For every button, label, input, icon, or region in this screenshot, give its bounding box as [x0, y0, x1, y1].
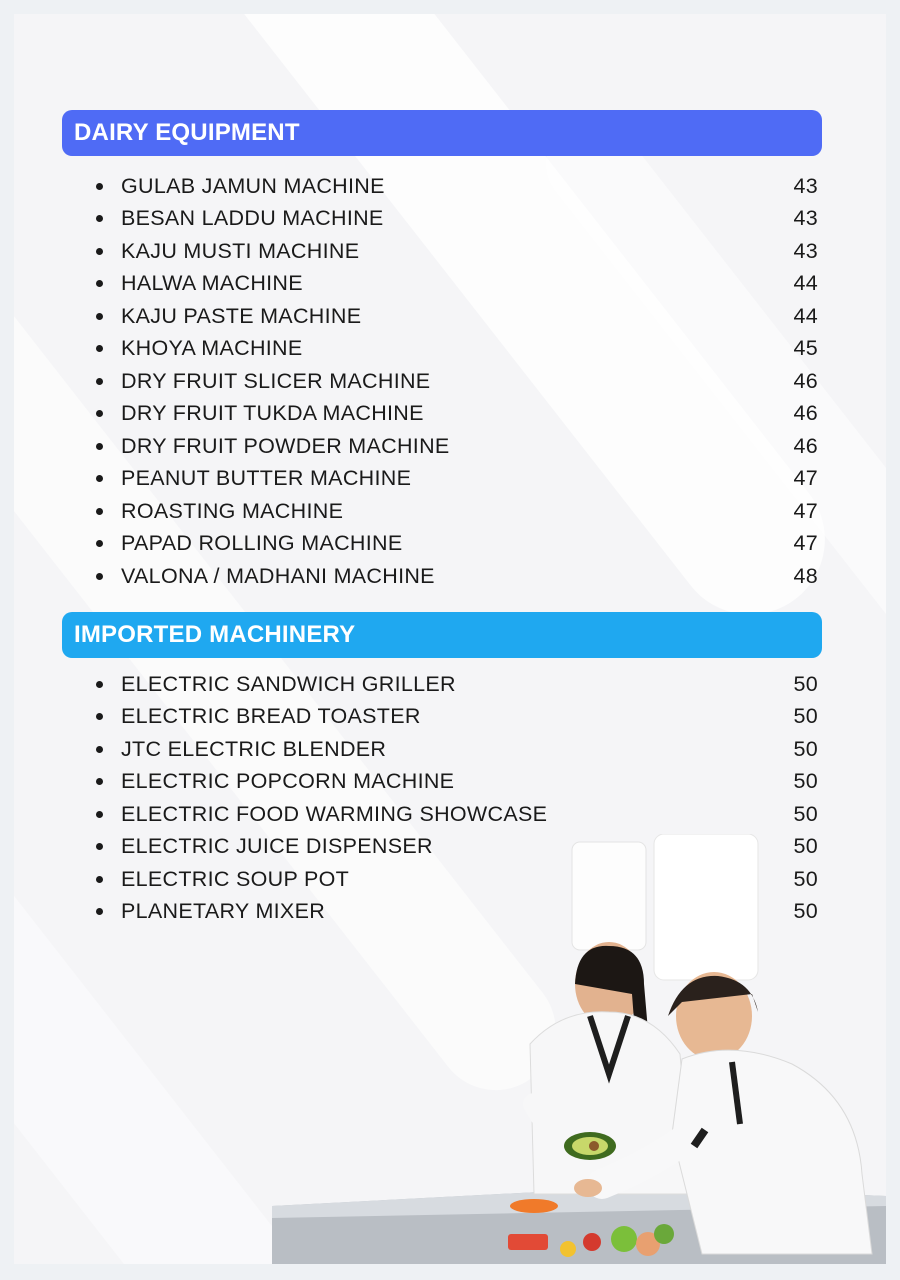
item-page-number: 50	[793, 801, 818, 826]
list-item	[96, 333, 818, 366]
item-label: PAPAD ROLLING MACHINE	[121, 531, 403, 556]
bullet-icon	[96, 443, 103, 450]
item-label: BESAN LADDU MACHINE	[121, 206, 384, 231]
bullet-icon	[96, 378, 103, 385]
item-label-group	[96, 434, 450, 459]
bullet-icon	[96, 345, 103, 352]
item-label-group	[96, 206, 384, 231]
bullet-icon	[96, 215, 103, 222]
item-label: ELECTRIC SOUP POT	[121, 866, 350, 891]
item-label: ELECTRIC FOOD WARMING SHOWCASE	[121, 801, 548, 826]
item-label: KAJU MUSTI MACHINE	[121, 238, 360, 263]
item-label: ROASTING MACHINE	[121, 498, 344, 523]
item-label: ELECTRIC SANDWICH GRILLER	[121, 671, 456, 696]
item-label-group	[96, 769, 454, 794]
bullet-icon	[96, 280, 103, 287]
item-page-number: 46	[793, 433, 818, 458]
bullet-icon	[96, 248, 103, 255]
item-page-number: 45	[793, 336, 818, 361]
item-page-number: 50	[793, 704, 818, 729]
bullet-icon	[96, 410, 103, 417]
list-item	[96, 528, 818, 561]
item-label: DRY FRUIT SLICER MACHINE	[121, 368, 431, 393]
item-label-group	[96, 304, 361, 329]
bullet-icon	[96, 508, 103, 515]
item-label: HALWA MACHINE	[121, 271, 303, 296]
item-label: DRY FRUIT TUKDA MACHINE	[121, 401, 424, 426]
list-item	[96, 300, 818, 333]
dairy-equipment-list	[96, 170, 818, 593]
item-page-number: 47	[793, 531, 818, 556]
item-page-number: 50	[793, 899, 818, 924]
item-label: PLANETARY MIXER	[121, 899, 326, 924]
item-page-number: 46	[793, 368, 818, 393]
item-page-number: 43	[793, 206, 818, 231]
item-label-group	[96, 672, 456, 697]
bullet-icon	[96, 573, 103, 580]
item-label-group	[96, 737, 386, 762]
item-page-number: 50	[793, 834, 818, 859]
list-item	[96, 668, 818, 701]
section-header-imported-machinery: IMPORTED MACHINERY	[62, 612, 822, 658]
list-item	[96, 766, 818, 799]
item-label: ELECTRIC JUICE DISPENSER	[121, 834, 433, 859]
list-item	[96, 798, 818, 831]
item-label-group	[96, 369, 430, 394]
item-label: JTC ELECTRIC BLENDER	[121, 736, 387, 761]
item-label-group	[96, 531, 402, 556]
item-label: PEANUT BUTTER MACHINE	[121, 466, 412, 491]
item-page-number: 48	[793, 563, 818, 588]
bullet-icon	[96, 540, 103, 547]
list-item	[96, 170, 818, 203]
list-item	[96, 463, 818, 496]
item-page-number: 44	[793, 271, 818, 296]
list-item	[96, 268, 818, 301]
item-label-group	[96, 174, 385, 199]
list-item	[96, 560, 818, 593]
item-page-number: 46	[793, 401, 818, 426]
item-page-number: 47	[793, 498, 818, 523]
list-item	[96, 203, 818, 236]
item-label: ELECTRIC POPCORN MACHINE	[121, 769, 455, 794]
section-header-dairy-equipment: DAIRY EQUIPMENT	[62, 110, 822, 156]
list-item	[96, 701, 818, 734]
list-item	[96, 365, 818, 398]
item-label-group	[96, 466, 411, 491]
bullet-icon	[96, 876, 103, 883]
item-label: DRY FRUIT POWDER MACHINE	[121, 433, 450, 458]
item-label-group	[96, 239, 359, 264]
item-label: VALONA / MADHANI MACHINE	[121, 563, 435, 588]
bullet-icon	[96, 908, 103, 915]
list-item	[96, 733, 818, 766]
item-label-group	[96, 271, 303, 296]
catalog-page	[14, 14, 886, 1264]
item-page-number: 44	[793, 303, 818, 328]
item-label: KHOYA MACHINE	[121, 336, 303, 361]
bullet-icon	[96, 313, 103, 320]
bullet-icon	[96, 183, 103, 190]
item-page-number: 50	[793, 736, 818, 761]
item-page-number: 50	[793, 866, 818, 891]
bullet-icon	[96, 843, 103, 850]
item-label-group	[96, 564, 435, 589]
item-label: ELECTRIC BREAD TOASTER	[121, 704, 421, 729]
item-label-group	[96, 802, 547, 827]
bullet-icon	[96, 746, 103, 753]
item-page-number: 47	[793, 466, 818, 491]
item-label-group	[96, 336, 303, 361]
bullet-icon	[96, 681, 103, 688]
item-page-number: 43	[793, 238, 818, 263]
chefs-illustration	[272, 834, 886, 1264]
item-label-group	[96, 401, 424, 426]
item-label: GULAB JAMUN MACHINE	[121, 173, 385, 198]
list-item	[96, 398, 818, 431]
list-item	[96, 430, 818, 463]
item-label: KAJU PASTE MACHINE	[121, 303, 362, 328]
bullet-icon	[96, 778, 103, 785]
bullet-icon	[96, 713, 103, 720]
item-page-number: 50	[793, 769, 818, 794]
list-item	[96, 495, 818, 528]
list-item	[96, 235, 818, 268]
item-page-number: 50	[793, 671, 818, 696]
bullet-icon	[96, 475, 103, 482]
item-label-group	[96, 499, 343, 524]
bullet-icon	[96, 811, 103, 818]
item-page-number: 43	[793, 173, 818, 198]
item-label-group	[96, 704, 421, 729]
